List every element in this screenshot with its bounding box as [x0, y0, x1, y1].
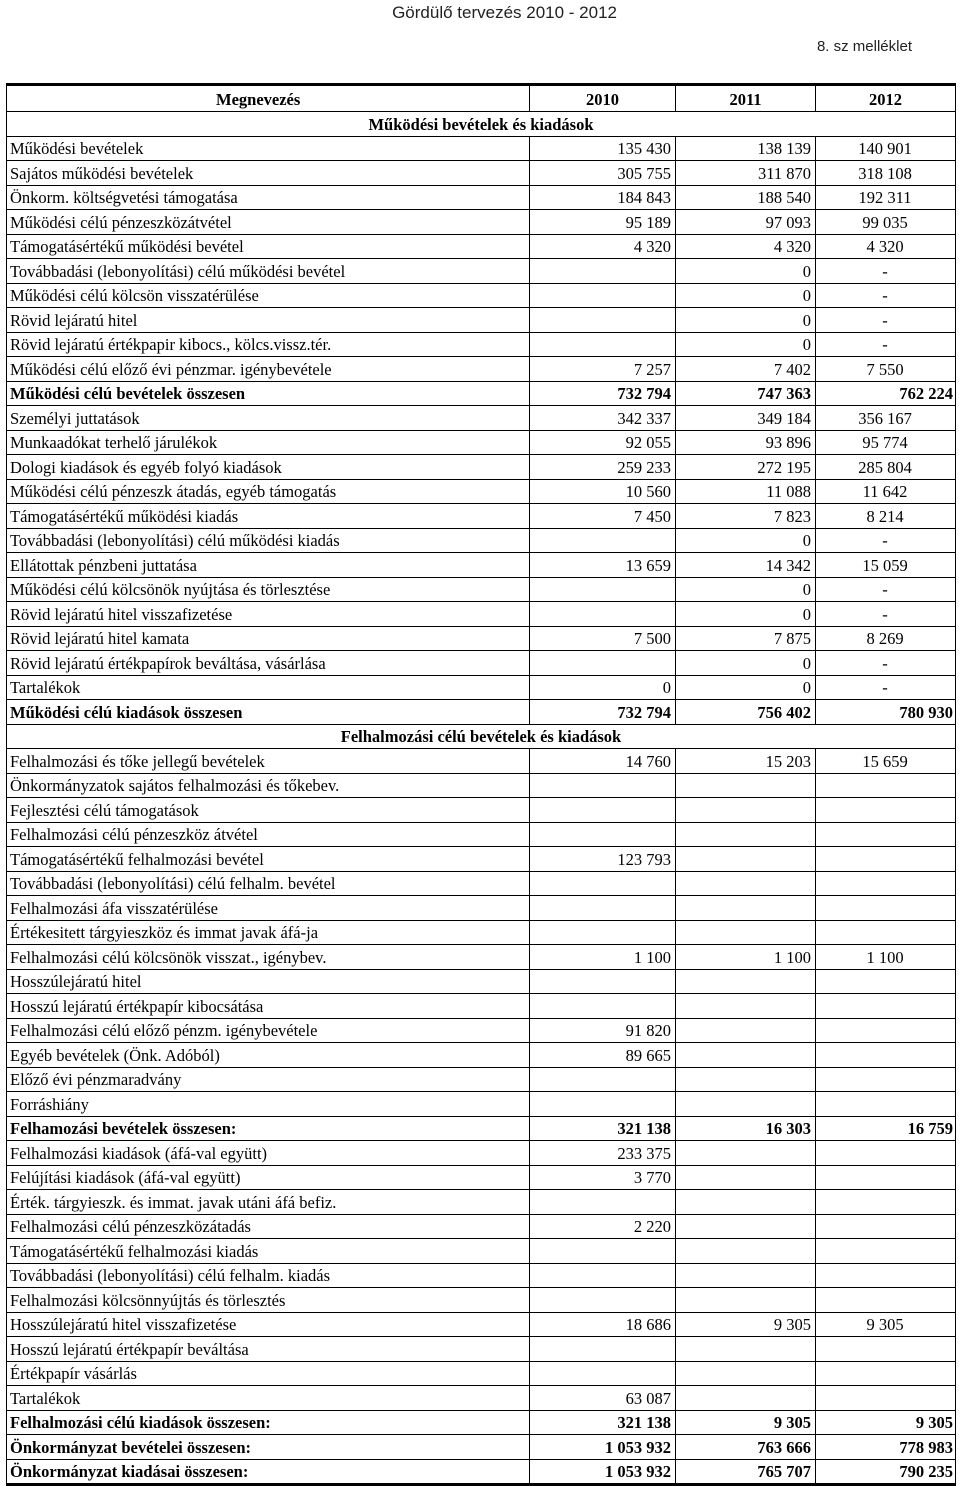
- value-2010: [530, 1263, 676, 1288]
- value-2010: 233 375: [530, 1141, 676, 1166]
- row-label: Felhalmozási célú pénzeszközátadás: [7, 1214, 530, 1239]
- value-2012: [816, 896, 956, 921]
- value-2010: [530, 822, 676, 847]
- table-row: [7, 283, 956, 308]
- table-row: [7, 210, 956, 235]
- value-2012: -: [816, 283, 956, 308]
- row-label: Önkormányzat kiadásai összesen:: [7, 1459, 530, 1485]
- table-row: [7, 332, 956, 357]
- value-2012: [816, 1239, 956, 1264]
- row-label: Működési célú kölcsön visszatérülése: [7, 283, 530, 308]
- value-2010: [530, 798, 676, 823]
- row-label: Támogatásértékű működési bevétel: [7, 234, 530, 259]
- value-2012: 16 759: [816, 1116, 956, 1141]
- value-2012: 790 235: [816, 1459, 956, 1485]
- row-label: Előző évi pénzmaradvány: [7, 1067, 530, 1092]
- value-2012: -: [816, 528, 956, 553]
- value-2011: 1 100: [676, 945, 816, 970]
- value-2011: [676, 798, 816, 823]
- table-row: [7, 1263, 956, 1288]
- table-row: [7, 602, 956, 627]
- row-label: Fejlesztési célú támogatások: [7, 798, 530, 823]
- value-2012: -: [816, 332, 956, 357]
- value-2011: 97 093: [676, 210, 816, 235]
- value-2010: [530, 651, 676, 676]
- row-label: Forráshiány: [7, 1092, 530, 1117]
- document-title: Gördülő tervezés 2010 - 2012: [392, 3, 617, 22]
- table-row: [7, 1239, 956, 1264]
- value-2010: [530, 1361, 676, 1386]
- row-label: Felhalmozási célú kölcsönök visszat., igénybev.: [7, 945, 530, 970]
- table-row: [7, 1288, 956, 1313]
- value-2010: [530, 896, 676, 921]
- value-2010: 7 257: [530, 357, 676, 382]
- row-label: Működési célú kiadások összesen: [7, 700, 530, 725]
- value-2011: [676, 920, 816, 945]
- value-2012: [816, 1214, 956, 1239]
- value-2010: 7 450: [530, 504, 676, 529]
- value-2010: [530, 1337, 676, 1362]
- value-2011: [676, 969, 816, 994]
- value-2011: 9 305: [676, 1410, 816, 1435]
- row-label: Felhalmozási célú kiadások összesen:: [7, 1410, 530, 1435]
- table-row: [7, 1312, 956, 1337]
- value-2010: 89 665: [530, 1043, 676, 1068]
- row-label: Hosszú lejáratú értékpapír beváltása: [7, 1337, 530, 1362]
- row-label: Továbbadási (lebonyolítási) célú felhalm. kiadás: [7, 1263, 530, 1288]
- value-2011: [676, 1190, 816, 1215]
- header-cell-2012: 2012: [816, 85, 956, 112]
- value-2012: 318 108: [816, 161, 956, 186]
- value-2011: [676, 847, 816, 872]
- value-2010: 4 320: [530, 234, 676, 259]
- value-2010: 95 189: [530, 210, 676, 235]
- table-row: [7, 1337, 956, 1362]
- value-2012: 1 100: [816, 945, 956, 970]
- value-2012: [816, 1018, 956, 1043]
- value-2010: 2 220: [530, 1214, 676, 1239]
- value-2010: 0: [530, 675, 676, 700]
- value-2011: 138 139: [676, 136, 816, 161]
- table-row: [7, 773, 956, 798]
- table-row: [7, 1386, 956, 1411]
- row-label: Rövid lejáratú hitel: [7, 308, 530, 333]
- table-row: [7, 553, 956, 578]
- value-2012: -: [816, 577, 956, 602]
- row-label: Ellátottak pénzbeni juttatása: [7, 553, 530, 578]
- value-2012: 95 774: [816, 430, 956, 455]
- table-row: [7, 479, 956, 504]
- value-2011: 0: [676, 528, 816, 553]
- table-row: [7, 871, 956, 896]
- value-2012: [816, 1361, 956, 1386]
- section-header-row: [7, 112, 956, 137]
- row-label: Önkorm. költségvetési támogatása: [7, 185, 530, 210]
- row-label: Továbbadási (lebonyolítási) célú működési bevétel: [7, 259, 530, 284]
- row-label: Rövid lejáratú hitel visszafizetése: [7, 602, 530, 627]
- row-label: Tartalékok: [7, 1386, 530, 1411]
- table-row: [7, 1214, 956, 1239]
- value-2012: [816, 798, 956, 823]
- value-2010: [530, 259, 676, 284]
- value-2011: [676, 1141, 816, 1166]
- value-2011: [676, 1263, 816, 1288]
- budget-table: [6, 83, 956, 1486]
- value-2012: 4 320: [816, 234, 956, 259]
- table-row: [7, 1043, 956, 1068]
- row-label: Rövid lejáratú hitel kamata: [7, 626, 530, 651]
- table-row: [7, 136, 956, 161]
- value-2012: -: [816, 675, 956, 700]
- row-label: Támogatásértékű felhalmozási kiadás: [7, 1239, 530, 1264]
- value-2012: 8 269: [816, 626, 956, 651]
- value-2010: [530, 871, 676, 896]
- header-cell-2010: 2010: [530, 85, 676, 112]
- value-2011: [676, 994, 816, 1019]
- value-2012: [816, 994, 956, 1019]
- value-2012: 778 983: [816, 1435, 956, 1460]
- table-row: [7, 455, 956, 480]
- value-2011: [676, 1043, 816, 1068]
- row-label: Dologi kiadások és egyéb folyó kiadások: [7, 455, 530, 480]
- value-2010: 305 755: [530, 161, 676, 186]
- value-2011: [676, 1386, 816, 1411]
- value-2011: [676, 1337, 816, 1362]
- table-row: [7, 528, 956, 553]
- row-label: Tartalékok: [7, 675, 530, 700]
- value-2010: [530, 1067, 676, 1092]
- section-title: Felhalmozási célú bevételek és kiadások: [7, 724, 956, 749]
- value-2012: 99 035: [816, 210, 956, 235]
- value-2011: [676, 1214, 816, 1239]
- total-row: [7, 700, 956, 725]
- value-2012: [816, 1337, 956, 1362]
- table-row: [7, 1018, 956, 1043]
- table-row: [7, 945, 956, 970]
- value-2010: 7 500: [530, 626, 676, 651]
- value-2010: [530, 969, 676, 994]
- table-row: [7, 675, 956, 700]
- value-2012: [816, 1386, 956, 1411]
- table-row: [7, 430, 956, 455]
- value-2010: [530, 577, 676, 602]
- value-2010: [530, 332, 676, 357]
- table-row: [7, 357, 956, 382]
- row-label: Felhalmozási áfa visszatérülése: [7, 896, 530, 921]
- value-2012: [816, 1141, 956, 1166]
- value-2011: 0: [676, 308, 816, 333]
- value-2010: 342 337: [530, 406, 676, 431]
- value-2011: [676, 822, 816, 847]
- value-2012: 762 224: [816, 381, 956, 406]
- row-label: Személyi juttatások: [7, 406, 530, 431]
- row-label: Felújítási kiadások (áfá-val együtt): [7, 1165, 530, 1190]
- value-2011: 0: [676, 283, 816, 308]
- row-label: Hosszúlejáratú hitel: [7, 969, 530, 994]
- value-2010: 14 760: [530, 749, 676, 774]
- row-label: Működési célú bevételek összesen: [7, 381, 530, 406]
- value-2012: [816, 1288, 956, 1313]
- value-2012: [816, 871, 956, 896]
- table-header-row: [7, 85, 956, 112]
- table-row: [7, 234, 956, 259]
- table-row: [7, 1190, 956, 1215]
- row-label: Felhalmozási kölcsönnyújtás és törlesztés: [7, 1288, 530, 1313]
- row-label: Működési célú pénzeszközátvétel: [7, 210, 530, 235]
- value-2011: 747 363: [676, 381, 816, 406]
- value-2010: [530, 994, 676, 1019]
- value-2010: [530, 1288, 676, 1313]
- value-2010: [530, 283, 676, 308]
- value-2012: [816, 1190, 956, 1215]
- value-2010: 184 843: [530, 185, 676, 210]
- row-label: Működési célú kölcsönök nyújtása és törlesztése: [7, 577, 530, 602]
- value-2010: [530, 1190, 676, 1215]
- value-2012: 285 804: [816, 455, 956, 480]
- value-2012: 15 059: [816, 553, 956, 578]
- annex-label: 8. sz melléklet: [816, 38, 912, 55]
- total-row: [7, 1410, 956, 1435]
- value-2011: 756 402: [676, 700, 816, 725]
- row-label: Egyéb bevételek (Önk. Adóból): [7, 1043, 530, 1068]
- row-label: Sajátos működési bevételek: [7, 161, 530, 186]
- row-label: Működési célú előző évi pénzmar. igénybevétele: [7, 357, 530, 382]
- value-2011: 7 402: [676, 357, 816, 382]
- value-2012: [816, 1165, 956, 1190]
- table-row: [7, 161, 956, 186]
- value-2012: 7 550: [816, 357, 956, 382]
- value-2011: [676, 1361, 816, 1386]
- table-row: [7, 259, 956, 284]
- row-label: Működési célú pénzeszk átadás, egyéb támogatás: [7, 479, 530, 504]
- budget-table-body: [7, 85, 956, 1485]
- row-label: Hosszú lejáratú értékpapír kibocsátása: [7, 994, 530, 1019]
- value-2011: 0: [676, 651, 816, 676]
- table-row: [7, 1165, 956, 1190]
- value-2010: 732 794: [530, 700, 676, 725]
- row-label: Felhalmozási és tőke jellegű bevételek: [7, 749, 530, 774]
- table-row: [7, 1092, 956, 1117]
- value-2012: 8 214: [816, 504, 956, 529]
- section-header-row: [7, 724, 956, 749]
- value-2011: 4 320: [676, 234, 816, 259]
- table-row: [7, 994, 956, 1019]
- value-2012: 9 305: [816, 1312, 956, 1337]
- value-2011: 0: [676, 259, 816, 284]
- value-2011: [676, 773, 816, 798]
- value-2010: 135 430: [530, 136, 676, 161]
- value-2010: 1 053 932: [530, 1459, 676, 1485]
- value-2010: [530, 773, 676, 798]
- value-2012: [816, 1043, 956, 1068]
- value-2010: 321 138: [530, 1410, 676, 1435]
- table-row: [7, 969, 956, 994]
- row-label: Felhalmozási kiadások (áfá-val együtt): [7, 1141, 530, 1166]
- row-label: Hosszúlejáratú hitel visszafizetése: [7, 1312, 530, 1337]
- value-2010: 3 770: [530, 1165, 676, 1190]
- table-row: [7, 798, 956, 823]
- value-2010: 63 087: [530, 1386, 676, 1411]
- header-cell-name: Megnevezés: [7, 85, 530, 112]
- value-2011: 349 184: [676, 406, 816, 431]
- value-2010: [530, 528, 676, 553]
- value-2012: [816, 773, 956, 798]
- value-2010: 123 793: [530, 847, 676, 872]
- value-2011: 14 342: [676, 553, 816, 578]
- value-2012: [816, 822, 956, 847]
- value-2011: 311 870: [676, 161, 816, 186]
- total-row: [7, 1116, 956, 1141]
- table-row: [7, 749, 956, 774]
- row-label: Felhalmozási célú előző pénzm. igénybevétele: [7, 1018, 530, 1043]
- value-2011: 763 666: [676, 1435, 816, 1460]
- value-2010: 13 659: [530, 553, 676, 578]
- value-2012: [816, 1067, 956, 1092]
- value-2010: 18 686: [530, 1312, 676, 1337]
- table-row: [7, 1361, 956, 1386]
- value-2010: [530, 308, 676, 333]
- value-2011: 93 896: [676, 430, 816, 455]
- value-2011: [676, 1239, 816, 1264]
- value-2012: 9 305: [816, 1410, 956, 1435]
- value-2010: 92 055: [530, 430, 676, 455]
- value-2011: 765 707: [676, 1459, 816, 1485]
- section-title: Működési bevételek és kiadások: [7, 112, 956, 137]
- value-2012: -: [816, 602, 956, 627]
- table-row: [7, 504, 956, 529]
- row-label: Önkormányzatok sajátos felhalmozási és tőkebev.: [7, 773, 530, 798]
- row-label: Támogatásértékű felhalmozási bevétel: [7, 847, 530, 872]
- value-2010: 10 560: [530, 479, 676, 504]
- table-row: [7, 920, 956, 945]
- total-row: [7, 1459, 956, 1485]
- value-2010: 1 100: [530, 945, 676, 970]
- total-row: [7, 1435, 956, 1460]
- value-2011: [676, 1288, 816, 1313]
- row-label: Rövid lejáratú értékpapir kibocs., kölcs.vissz.tér.: [7, 332, 530, 357]
- value-2011: 16 303: [676, 1116, 816, 1141]
- value-2012: 140 901: [816, 136, 956, 161]
- value-2011: 0: [676, 577, 816, 602]
- value-2011: [676, 871, 816, 896]
- table-row: [7, 822, 956, 847]
- row-label: Önkormányzat bevételei összesen:: [7, 1435, 530, 1460]
- value-2011: 272 195: [676, 455, 816, 480]
- value-2011: 188 540: [676, 185, 816, 210]
- value-2011: 11 088: [676, 479, 816, 504]
- value-2011: [676, 1067, 816, 1092]
- table-row: [7, 651, 956, 676]
- value-2010: [530, 602, 676, 627]
- value-2012: -: [816, 308, 956, 333]
- row-label: Értékpapír vásárlás: [7, 1361, 530, 1386]
- row-label: Támogatásértékű működési kiadás: [7, 504, 530, 529]
- value-2011: [676, 896, 816, 921]
- row-label: Felhamozási bevételek összesen:: [7, 1116, 530, 1141]
- value-2012: 192 311: [816, 185, 956, 210]
- value-2012: -: [816, 259, 956, 284]
- value-2012: 11 642: [816, 479, 956, 504]
- value-2011: 15 203: [676, 749, 816, 774]
- value-2012: 15 659: [816, 749, 956, 774]
- table-row: [7, 577, 956, 602]
- value-2011: [676, 1092, 816, 1117]
- value-2010: [530, 1239, 676, 1264]
- value-2011: 0: [676, 675, 816, 700]
- value-2012: [816, 847, 956, 872]
- value-2011: 9 305: [676, 1312, 816, 1337]
- row-label: Érték. tárgyieszk. és immat. javak utáni áfá befiz.: [7, 1190, 530, 1215]
- value-2012: [816, 1092, 956, 1117]
- table-row: [7, 1067, 956, 1092]
- value-2012: [816, 920, 956, 945]
- value-2010: 259 233: [530, 455, 676, 480]
- table-row: [7, 896, 956, 921]
- row-label: Munkaadókat terhelő járulékok: [7, 430, 530, 455]
- table-row: [7, 308, 956, 333]
- value-2010: 1 053 932: [530, 1435, 676, 1460]
- table-row: [7, 185, 956, 210]
- value-2011: [676, 1165, 816, 1190]
- row-label: Továbbadási (lebonyolítási) célú működési kiadás: [7, 528, 530, 553]
- header-cell-2011: 2011: [676, 85, 816, 112]
- row-label: Értékesitett tárgyieszköz és immat javak áfá-ja: [7, 920, 530, 945]
- value-2010: 732 794: [530, 381, 676, 406]
- row-label: Felhalmozási célú pénzeszköz átvétel: [7, 822, 530, 847]
- value-2012: [816, 1263, 956, 1288]
- table-row: [7, 406, 956, 431]
- row-label: Rövid lejáratú értékpapírok beváltása, vásárlása: [7, 651, 530, 676]
- value-2011: [676, 1018, 816, 1043]
- value-2011: 7 875: [676, 626, 816, 651]
- value-2010: [530, 1092, 676, 1117]
- table-row: [7, 847, 956, 872]
- value-2012: 780 930: [816, 700, 956, 725]
- value-2010: [530, 920, 676, 945]
- row-label: Működési bevételek: [7, 136, 530, 161]
- value-2011: 0: [676, 332, 816, 357]
- value-2011: 7 823: [676, 504, 816, 529]
- value-2011: 0: [676, 602, 816, 627]
- total-row: [7, 381, 956, 406]
- row-label: Továbbadási (lebonyolítási) célú felhalm. bevétel: [7, 871, 530, 896]
- value-2010: 321 138: [530, 1116, 676, 1141]
- table-row: [7, 1141, 956, 1166]
- table-row: [7, 626, 956, 651]
- value-2012: [816, 969, 956, 994]
- value-2012: 356 167: [816, 406, 956, 431]
- value-2010: 91 820: [530, 1018, 676, 1043]
- value-2012: -: [816, 651, 956, 676]
